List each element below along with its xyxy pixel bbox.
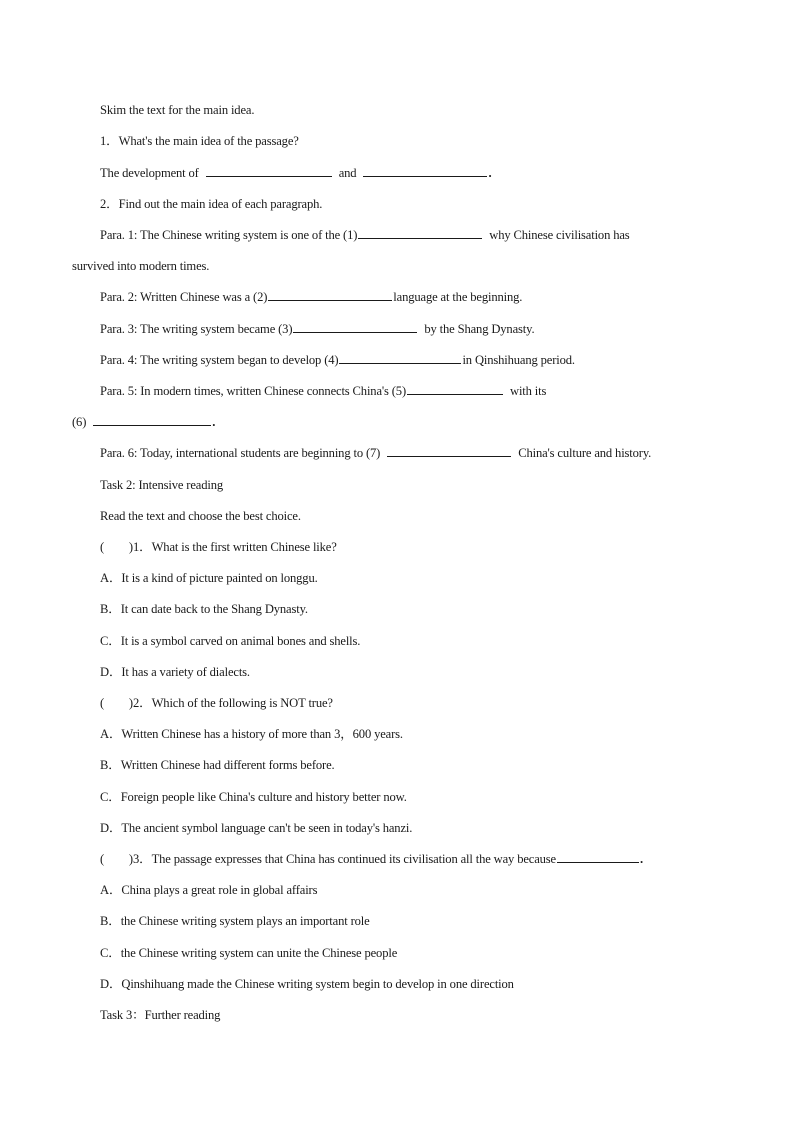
para-6-text-cont: China's culture and history. xyxy=(518,446,652,460)
answer-blank-7[interactable] xyxy=(387,445,511,457)
mcq-1-option-d: D．It has a variety of dialects. xyxy=(100,665,250,679)
answer-blank-1[interactable] xyxy=(358,227,482,239)
para-4-text-cont: in Qinshihuang period. xyxy=(462,353,575,367)
mcq-2-option-c: C．Foreign people like China's culture and history better now. xyxy=(100,790,407,804)
para-4-text: Para. 4: The writing system began to develop (4) xyxy=(100,353,339,367)
question-text: What's the main idea of the passage? xyxy=(118,134,299,148)
para-3-text: Para. 3: The writing system became (3) xyxy=(100,322,293,336)
answer-paren[interactable]: ( ) xyxy=(100,540,133,554)
question-1 xyxy=(100,133,299,149)
answer-paren[interactable]: ( ) xyxy=(100,696,133,710)
mcq-stem-end: . xyxy=(640,852,643,866)
para-6-text: Para. 6: Today, international students are beginning to (7) xyxy=(100,446,381,460)
answer-blank-6[interactable] xyxy=(93,414,211,426)
para-5-blank-label: (6) xyxy=(72,415,87,429)
mcq-3-option-d: D．Qinshihuang made the Chinese writing system begin to develop in one direction xyxy=(100,977,514,991)
mcq-2-option-a: A．Written Chinese has a history of more than 3，600 years. xyxy=(100,727,403,741)
para-5-text-cont: with its xyxy=(510,384,547,398)
mcq-question-1 xyxy=(100,539,337,555)
answer-blank[interactable] xyxy=(363,165,487,177)
question-text: Find out the main idea of each paragraph. xyxy=(118,197,323,211)
para-3-line xyxy=(100,321,534,337)
para-1-text-cont: why Chinese civilisation has xyxy=(489,228,630,242)
para-5-line xyxy=(100,383,546,399)
mcq-2-option-b: B．Written Chinese had different forms before. xyxy=(100,758,335,772)
para-2-text: Para. 2: Written Chinese was a (2) xyxy=(100,290,268,304)
para-4-line xyxy=(100,352,575,368)
mcq-2-option-d: D．The ancient symbol language can't be seen in today's hanzi. xyxy=(100,821,413,835)
answer-blank-4[interactable] xyxy=(339,352,461,364)
para-3-text-cont: by the Shang Dynasty. xyxy=(424,322,535,336)
task-2-instruction: Read the text and choose the best choice. xyxy=(100,509,301,523)
mcq-1-option-b: B．It can date back to the Shang Dynasty. xyxy=(100,602,308,616)
mcq-3-option-a: A．China plays a great role in global affairs xyxy=(100,883,318,897)
para-1-line xyxy=(100,227,630,243)
question-number: 2． xyxy=(100,197,119,211)
main-idea-prefix: The development of xyxy=(100,166,199,180)
answer-blank[interactable] xyxy=(206,165,332,177)
mcq-3-option-b: B．the Chinese writing system plays an important role xyxy=(100,914,370,928)
mcq-1-option-a: A．It is a kind of picture painted on longgu. xyxy=(100,571,318,585)
mcq-1-option-c: C．It is a symbol carved on animal bones and shells. xyxy=(100,634,361,648)
mcq-question-2 xyxy=(100,695,333,711)
para-5-end: . xyxy=(212,415,216,429)
mcq-stem: 3．The passage expresses that China has continued its civilisation all the way because xyxy=(132,852,556,866)
para-1-line-2: survived into modern times. xyxy=(72,259,210,273)
main-idea-end: . xyxy=(488,166,492,180)
answer-blank-2[interactable] xyxy=(268,289,392,301)
mcq-stem: 1．What is the first written Chinese like? xyxy=(132,540,337,554)
main-idea-line xyxy=(100,165,491,181)
mcq-3-option-c: C．the Chinese writing system can unite the Chinese people xyxy=(100,946,398,960)
main-idea-and: and xyxy=(338,166,357,180)
para-2-text-cont: language at the beginning. xyxy=(393,290,523,304)
question-2 xyxy=(100,196,322,212)
answer-blank-5[interactable] xyxy=(407,383,503,395)
answer-paren[interactable]: ( ) xyxy=(100,852,133,866)
answer-blank[interactable] xyxy=(557,851,639,863)
mcq-stem: 2．Which of the following is NOT true? xyxy=(132,696,333,710)
skim-instruction: Skim the text for the main idea. xyxy=(100,103,255,117)
para-1-text: Para. 1: The Chinese writing system is one of the (1) xyxy=(100,228,358,242)
task-2-title: Task 2: Intensive reading xyxy=(100,478,224,492)
para-2-line xyxy=(100,289,522,305)
para-5-line-2 xyxy=(72,414,215,430)
question-number: 1． xyxy=(100,134,119,148)
para-6-line xyxy=(100,445,651,461)
answer-blank-3[interactable] xyxy=(293,321,417,333)
para-5-text: Para. 5: In modern times, written Chinese connects China's (5) xyxy=(100,384,406,398)
mcq-question-3 xyxy=(100,851,643,867)
task-3-title: Task 3：Further reading xyxy=(100,1008,221,1022)
